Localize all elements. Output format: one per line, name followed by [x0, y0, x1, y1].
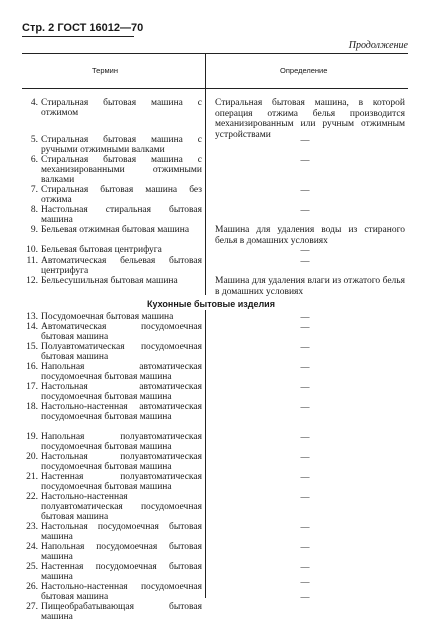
- term-number: 23.: [26, 522, 38, 532]
- definition-dash: —: [300, 322, 310, 332]
- definition-dash: —: [300, 522, 310, 532]
- terms-section-1: [22, 98, 202, 296]
- term-text: Пищеобрабатывающая бытовая машина: [41, 602, 202, 622]
- term-row: [22, 492, 202, 522]
- term-row: [22, 322, 202, 342]
- term-number: 18.: [26, 402, 38, 412]
- term-number: 12.: [26, 276, 38, 286]
- definition-column-header: Определение: [280, 66, 328, 75]
- term-row: [22, 542, 202, 562]
- definition-dash: —: [300, 185, 310, 195]
- term-number: 22.: [26, 492, 38, 502]
- definition-dash: —: [300, 432, 310, 442]
- term-row: [22, 155, 202, 185]
- definition-dash: —: [300, 472, 310, 482]
- definitions-section-1: [215, 98, 405, 298]
- term-row: [22, 312, 202, 322]
- term-number: 24.: [26, 542, 38, 552]
- term-number: 21.: [26, 472, 38, 482]
- term-number: 13.: [26, 312, 38, 322]
- header-rule: [22, 36, 134, 37]
- term-text: Настольно-настенная автоматическая посудомоечная бытовая машина: [41, 402, 202, 422]
- term-text: Бельевая бытовая центрифуга: [41, 245, 162, 255]
- term-text: Стиральная бытовая машина с отжимом: [41, 98, 202, 118]
- term-row: [22, 256, 202, 276]
- term-row: [22, 382, 202, 402]
- term-number: 19.: [26, 432, 38, 442]
- term-number: 15.: [26, 342, 38, 352]
- definition-dash: —: [300, 135, 310, 145]
- term-text: Настольно-настенная полуавтоматическая посудомоечная бытовая машина: [41, 492, 202, 522]
- term-row: [22, 245, 202, 256]
- definitions-section-2: [215, 312, 405, 602]
- term-text: Настольная автоматическая посудомоечная бытовая машина: [41, 382, 202, 402]
- definition-dash: —: [300, 205, 310, 215]
- definition-dash: —: [300, 577, 310, 587]
- term-row: [22, 205, 202, 225]
- term-text: Стиральная бытовая машина с механизированными отжимными валками: [41, 155, 202, 185]
- definition-dash: —: [300, 452, 310, 462]
- definition-dash: —: [300, 542, 310, 552]
- term-number: 26.: [26, 582, 38, 592]
- term-number: 7.: [30, 185, 38, 195]
- term-text: Посудомоечная бытовая машина: [41, 312, 174, 322]
- term-row: [22, 362, 202, 382]
- definition-text: Машина для удаления влаги из отжатого белья в домашних условиях: [215, 276, 405, 297]
- definition-dash: —: [300, 492, 310, 502]
- definition-dash: —: [300, 592, 310, 602]
- term-number: 8.: [30, 205, 38, 215]
- definition-text: Стиральная бытовая машина, в которой операция отжима белья производится механизированным или ручным отжимным устройствами: [215, 98, 405, 140]
- definition-dash: —: [300, 312, 310, 322]
- page-header: Стр. 2 ГОСТ 16012—70: [22, 22, 144, 34]
- term-text: Настольная полуавтоматическая посудомоечная бытовая машина: [41, 452, 202, 472]
- definition-dash: —: [300, 256, 310, 266]
- term-text: Настольно-настенная посудомоечная бытовая машина: [41, 582, 202, 602]
- terms-section-2: [22, 312, 202, 622]
- term-text: Автоматическая посудомоечная бытовая машина: [41, 322, 202, 342]
- term-number: 17.: [26, 382, 38, 392]
- definition-text: Машина для удаления воды из стираного белья в домашних условиях: [215, 225, 405, 246]
- definition-dash: —: [300, 155, 310, 165]
- table-top-rule: [22, 53, 408, 54]
- term-row: [22, 582, 202, 602]
- term-row: [22, 276, 202, 296]
- table-head-rule: [22, 88, 408, 89]
- term-text: Настенная посудомоечная бытовая машина: [41, 562, 202, 582]
- term-row: [22, 472, 202, 492]
- term-number: 5.: [30, 135, 38, 145]
- definition-dash: —: [300, 402, 310, 412]
- term-row: [22, 135, 202, 155]
- definition-dash: —: [300, 382, 310, 392]
- term-text: Стиральная бытовая машина с ручными отжимными валками: [41, 135, 202, 155]
- term-text: Настольная посудомоечная бытовая машина: [41, 522, 202, 542]
- term-text: Напольная полуавтоматическая посудомоечная бытовая машина: [41, 432, 202, 452]
- term-number: 27.: [26, 602, 38, 612]
- term-text: Бельесушильная бытовая машина: [41, 276, 178, 286]
- column-divider-lower: [205, 310, 206, 598]
- term-number: 6.: [30, 155, 38, 165]
- term-text: Напольная посудомоечная бытовая машина: [41, 542, 202, 562]
- term-text: Бельевая отжимная бытовая машина: [41, 225, 190, 235]
- term-row: [22, 342, 202, 362]
- definition-dash: —: [300, 342, 310, 352]
- term-text: Настенная полуавтоматическая посудомоечная бытовая машина: [41, 472, 202, 492]
- definition-dash: —: [300, 245, 310, 255]
- term-row: [22, 522, 202, 542]
- term-text: Автоматическая бельевая бытовая центрифуга: [41, 256, 202, 276]
- definition-dash: —: [300, 362, 310, 372]
- section-title: Кухонные бытовые изделия: [147, 299, 275, 309]
- term-number: 20.: [26, 452, 38, 462]
- term-column-header: Термин: [92, 66, 118, 75]
- column-divider: [205, 53, 206, 295]
- term-row: [22, 185, 202, 205]
- definition-dash: —: [300, 562, 310, 572]
- term-row: [22, 562, 202, 582]
- term-text: Стиральная бытовая машина без отжима: [41, 185, 202, 205]
- term-number: 25.: [26, 562, 38, 572]
- term-number: 4.: [30, 98, 38, 108]
- term-row: [22, 98, 202, 135]
- term-number: 10.: [26, 245, 38, 255]
- continuation-label: Продолжение: [348, 40, 408, 51]
- term-row: [22, 402, 202, 432]
- term-text: Напольная автоматическая посудомоечная бытовая машина: [41, 362, 202, 382]
- term-text: Настольная стиральная бытовая машина: [41, 205, 202, 225]
- term-number: 16.: [26, 362, 38, 372]
- term-row: [22, 602, 202, 622]
- term-text: Полуавтоматическая посудомоечная бытовая машина: [41, 342, 202, 362]
- term-number: 14.: [26, 322, 38, 332]
- term-row: [22, 432, 202, 452]
- term-row: [22, 225, 202, 245]
- term-number: 11.: [26, 256, 38, 266]
- term-row: [22, 452, 202, 472]
- term-number: 9.: [30, 225, 38, 235]
